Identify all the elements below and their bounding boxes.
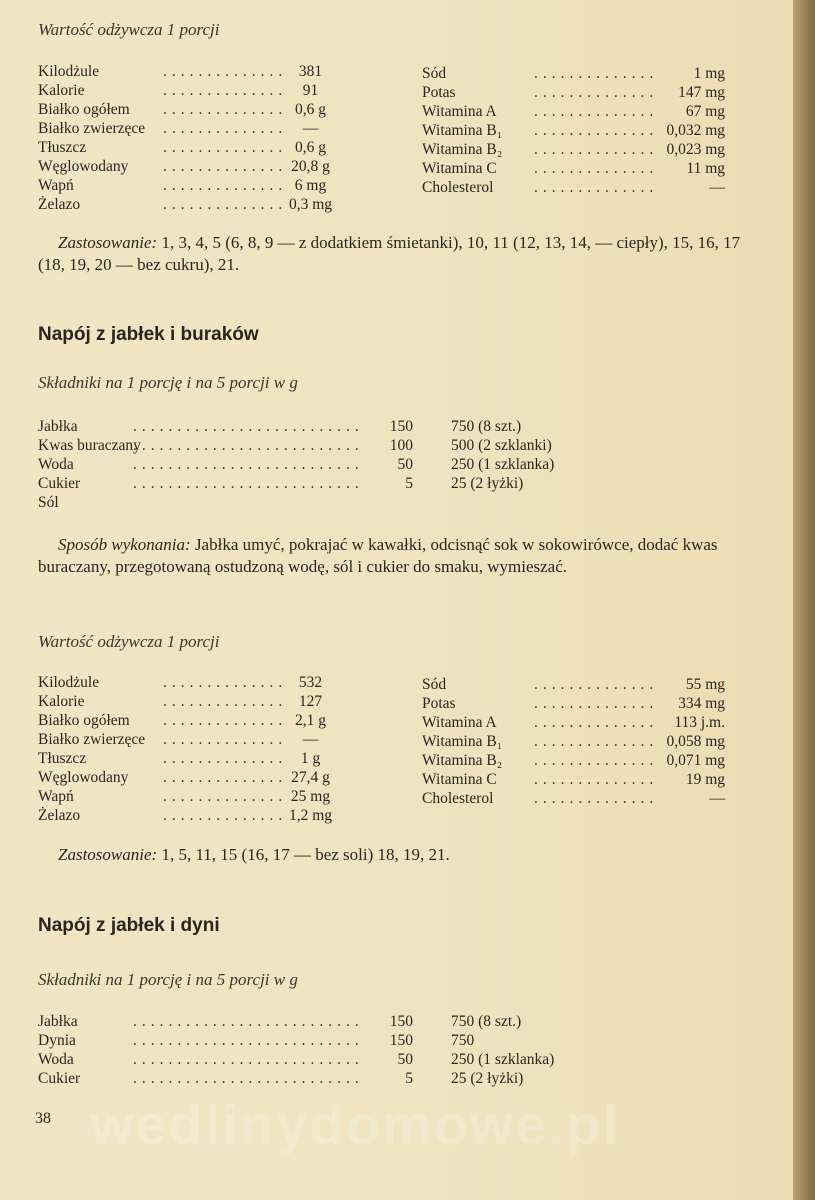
nutrient-value: 113 j.m. xyxy=(674,714,725,731)
ingredient-name: Jabłka xyxy=(38,418,78,435)
nutrient-label: Kilodżule xyxy=(38,674,100,691)
nutrient-label: Witamina B₂ xyxy=(422,141,503,158)
nutrient-label: Białko zwierzęce xyxy=(38,731,146,748)
nutrient-label: Żelazo xyxy=(38,807,81,824)
ingredient-row xyxy=(38,417,618,436)
nutrient-label: Potas xyxy=(422,695,456,712)
ingredient-name: Woda xyxy=(38,456,74,473)
ingredient-row xyxy=(38,455,618,474)
nutrient-label: Wapń xyxy=(38,788,74,805)
dot-leader: .............. xyxy=(534,714,659,731)
ingredient-row xyxy=(38,1031,618,1050)
ingredients-list xyxy=(38,1012,618,1088)
dot-leader: .............. xyxy=(163,82,288,99)
nutrient-value: 67 mg xyxy=(685,103,725,120)
ingredient-name: Kwas buraczany xyxy=(38,437,141,454)
nutrient-label: Witamina B₁ xyxy=(422,122,503,139)
ingredient-name: Cukier xyxy=(38,475,81,492)
dot-leader: .............. xyxy=(163,63,288,80)
nutrient-value: 0,6 g xyxy=(295,101,326,118)
dot-leader: .............. xyxy=(163,769,288,786)
dot-leader: .............. xyxy=(163,693,288,710)
dot-leader: .............. xyxy=(534,103,659,120)
dot-leader: .............. xyxy=(163,712,288,729)
usage-label: Zastosowanie: xyxy=(58,233,158,252)
quantity-one-portion: 5 xyxy=(405,1070,413,1087)
dot-leader: .......................... xyxy=(133,1013,364,1030)
quantity-one-portion: 150 xyxy=(389,1013,413,1030)
ingredient-name: Cukier xyxy=(38,1070,81,1087)
dot-leader: .............. xyxy=(163,750,288,767)
nutrient-label: Białko ogółem xyxy=(38,101,130,118)
nutrient-label: Sód xyxy=(422,65,447,82)
recipe-title: Napój z jabłek i buraków xyxy=(38,324,259,345)
quantity-one-portion: 100 xyxy=(389,437,413,454)
dot-leader: .............. xyxy=(163,788,288,805)
ingredient-row xyxy=(38,1050,618,1069)
dot-leader: .............. xyxy=(534,733,659,750)
nutrient-value: — xyxy=(302,731,319,748)
quantity-five-portions: 25 (2 łyżki) xyxy=(451,475,524,492)
dot-leader: .............. xyxy=(534,179,659,196)
nutrient-label: Węglowodany xyxy=(38,158,129,175)
dot-leader: .............. xyxy=(163,101,288,118)
page-number: 38 xyxy=(35,1110,51,1127)
ingredient-row xyxy=(38,436,618,455)
quantity-one-portion: 5 xyxy=(405,475,413,492)
usage-text: 1, 5, 11, 15 (16, 17 — bez soli) 18, 19, 21. xyxy=(157,845,450,864)
nutrient-value: 91 xyxy=(302,82,319,99)
dot-leader: .......................... xyxy=(133,1051,364,1068)
method-paragraph xyxy=(38,534,750,578)
quantity-one-portion: 150 xyxy=(389,418,413,435)
usage-paragraph xyxy=(38,232,750,276)
dot-leader: .............. xyxy=(534,122,659,139)
dot-leader: .......................... xyxy=(133,437,364,454)
nutrient-value: — xyxy=(709,790,725,807)
nutrient-value: 532 xyxy=(298,674,323,691)
nutrient-value: 334 mg xyxy=(678,695,725,712)
dot-leader: .......................... xyxy=(133,475,364,492)
nutrient-value: 0,023 mg xyxy=(666,141,725,158)
quantity-one-portion: 50 xyxy=(397,1051,413,1068)
recipe-title: Napój z jabłek i dyni xyxy=(38,915,220,936)
nutrient-label: Cholesterol xyxy=(422,179,494,196)
nutrient-value: 20,8 g xyxy=(291,158,330,175)
nutrient-value: 55 mg xyxy=(685,676,725,693)
ingredient-name: Sól xyxy=(38,494,59,511)
nutrient-label: Witamina B₂ xyxy=(422,752,503,769)
nutrient-value: 27,4 g xyxy=(291,769,330,786)
nutrient-label: Witamina A xyxy=(422,103,497,120)
dot-leader: .............. xyxy=(163,674,288,691)
quantity-five-portions: 500 (2 szklanki) xyxy=(451,437,552,454)
ingredient-name: Woda xyxy=(38,1051,74,1068)
dot-leader: .............. xyxy=(163,731,288,748)
ingredients-heading: Składniki na 1 porcję i na 5 porcji w g xyxy=(38,373,298,392)
nutrient-value: 11 mg xyxy=(686,160,725,177)
dot-leader: .............. xyxy=(163,177,288,194)
ingredient-name: Jabłka xyxy=(38,1013,78,1030)
ingredient-row xyxy=(38,1069,618,1088)
method-text: Jabłka umyć, pokrajać w kawałki, odcisnąć sok w sokowirówce, dodać kwas buraczany, przegotowaną ostudzoną wodę, sól i cukier do smaku, wymieszać. xyxy=(38,535,718,576)
nutrient-label: Węglowodany xyxy=(38,769,129,786)
ingredients-heading: Składniki na 1 porcję i na 5 porcji w g xyxy=(38,970,298,989)
nutrient-label: Witamina C xyxy=(422,771,497,788)
quantity-five-portions: 25 (2 łyżki) xyxy=(451,1070,524,1087)
dot-leader: .......................... xyxy=(133,418,364,435)
dot-leader: .............. xyxy=(163,807,288,824)
nutrient-value: 0,071 mg xyxy=(666,752,725,769)
nutrient-value: 0,058 mg xyxy=(666,733,725,750)
nutrient-value: 1,2 mg xyxy=(288,807,333,824)
nutrient-label: Tłuszcz xyxy=(38,750,87,767)
dot-leader: .............. xyxy=(163,196,288,213)
dot-leader: .............. xyxy=(534,695,659,712)
ingredient-row xyxy=(38,1012,618,1031)
dot-leader: .............. xyxy=(534,752,659,769)
nutrient-label: Białko ogółem xyxy=(38,712,130,729)
nutrient-value: 1 mg xyxy=(693,65,725,82)
nutrient-value: 6 mg xyxy=(294,177,327,194)
dot-leader: .............. xyxy=(534,141,659,158)
nutrient-value: — xyxy=(302,120,319,137)
dot-leader: .............. xyxy=(163,139,288,156)
usage-paragraph xyxy=(38,844,750,866)
nutrient-value: 0,032 mg xyxy=(666,122,725,139)
nutrient-value: 2,1 g xyxy=(295,712,326,729)
nutrient-label: Kilodżule xyxy=(38,63,100,80)
dot-leader: .............. xyxy=(534,676,659,693)
nutrient-label: Cholesterol xyxy=(422,790,494,807)
dot-leader: .......................... xyxy=(133,456,364,473)
nutrient-value: — xyxy=(709,179,725,196)
quantity-five-portions: 750 xyxy=(451,1032,475,1049)
dot-leader: .......................... xyxy=(133,1032,364,1049)
ingredient-row xyxy=(38,493,618,512)
dot-leader: .............. xyxy=(163,158,288,175)
nutrient-label: Tłuszcz xyxy=(38,139,87,156)
nutrient-value: 0,3 mg xyxy=(288,196,333,213)
quantity-five-portions: 750 (8 szt.) xyxy=(451,418,522,435)
nutrient-label: Witamina B₁ xyxy=(422,733,503,750)
nutrient-label: Potas xyxy=(422,84,456,101)
nutrient-value: 25 mg xyxy=(290,788,331,805)
quantity-one-portion: 150 xyxy=(389,1032,413,1049)
nutrient-value: 127 xyxy=(298,693,323,710)
dot-leader: .............. xyxy=(534,84,659,101)
dot-leader: .............. xyxy=(163,120,288,137)
nutrient-value: 147 mg xyxy=(678,84,725,101)
nutrient-value: 19 mg xyxy=(685,771,725,788)
nutrition-heading: Wartość odżywcza 1 porcji xyxy=(38,20,220,39)
method-label: Sposób wykonania: xyxy=(58,535,191,554)
quantity-one-portion: 50 xyxy=(397,456,413,473)
dot-leader: .......................... xyxy=(133,1070,364,1087)
dot-leader: .............. xyxy=(534,771,659,788)
nutrient-label: Żelazo xyxy=(38,196,81,213)
nutrition-heading: Wartość odżywcza 1 porcji xyxy=(38,632,220,651)
nutrient-label: Kalorie xyxy=(38,693,85,710)
nutrient-label: Kalorie xyxy=(38,82,85,99)
dot-leader: .............. xyxy=(534,160,659,177)
nutrient-label: Wapń xyxy=(38,177,74,194)
nutrient-value: 0,6 g xyxy=(295,139,326,156)
dot-leader: .............. xyxy=(534,65,659,82)
page-edge xyxy=(793,0,815,1200)
usage-label: Zastosowanie: xyxy=(58,845,158,864)
nutrient-label: Sód xyxy=(422,676,447,693)
quantity-five-portions: 250 (1 szklanka) xyxy=(451,456,555,473)
dot-leader: .............. xyxy=(534,790,659,807)
nutrient-label: Białko zwierzęce xyxy=(38,120,146,137)
usage-text: 1, 3, 4, 5 (6, 8, 9 — z dodatkiem śmietanki), 10, 11 (12, 13, 14, — ciepły), 15, 16, 17 (18, 19, 20 — bez cukru), 21. xyxy=(38,233,741,274)
ingredients-list xyxy=(38,417,618,512)
quantity-five-portions: 750 (8 szt.) xyxy=(451,1013,522,1030)
watermark-logo: wedlinydomowe.pl xyxy=(90,1093,620,1156)
ingredient-row xyxy=(38,474,618,493)
nutrient-label: Witamina C xyxy=(422,160,497,177)
ingredient-name: Dynia xyxy=(38,1032,76,1049)
quantity-five-portions: 250 (1 szklanka) xyxy=(451,1051,555,1068)
nutrient-value: 1 g xyxy=(300,750,321,767)
nutrient-value: 381 xyxy=(298,63,323,80)
nutrient-label: Witamina A xyxy=(422,714,497,731)
